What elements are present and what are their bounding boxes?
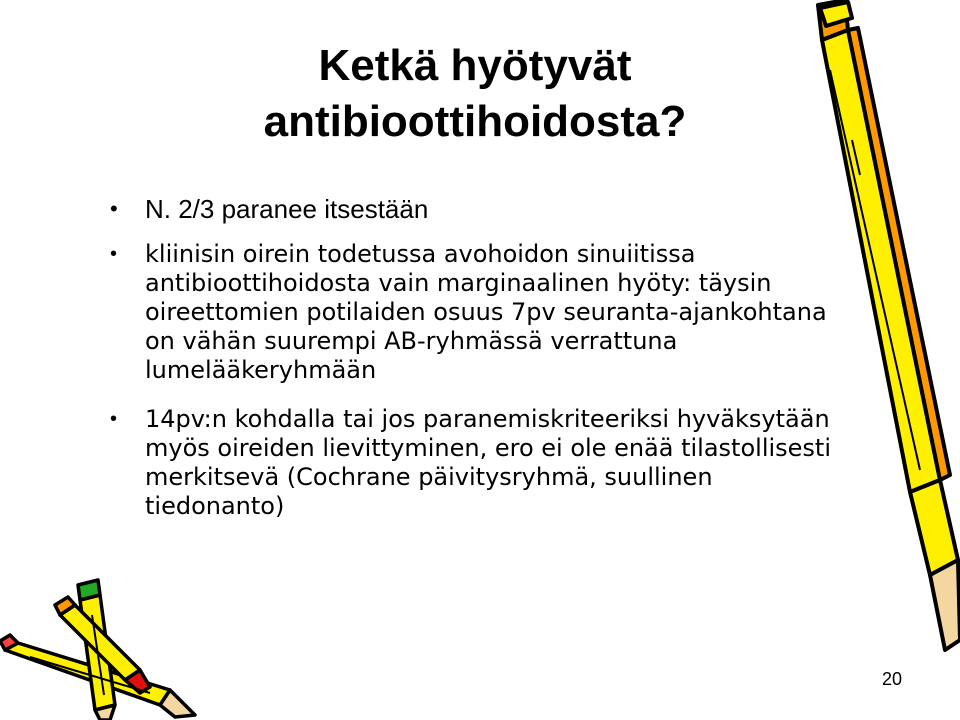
slide-title	[205, 38, 745, 150]
bullet-dot: •	[110, 196, 118, 221]
pencil-body-lower	[910, 480, 958, 575]
title-line-1: Ketkä hyötyvät	[318, 41, 632, 90]
page-number: 20	[881, 669, 902, 689]
pencil-wood	[930, 560, 960, 650]
bullet-dot: •	[110, 408, 118, 430]
pencil-a-wood	[160, 690, 195, 717]
bullet-list	[110, 192, 840, 521]
bullet-text-1: N. 2/3 paranee itsestään	[145, 194, 429, 224]
title-line-2: antibioottihoidosta?	[263, 97, 687, 146]
bullet-dot: •	[110, 243, 118, 265]
pencil-b-cap	[78, 580, 100, 600]
bullet-item-2	[110, 240, 840, 385]
bullet-item-1	[110, 192, 840, 226]
bullet-text-2: kliinisin oirein todetussa avohoidon sinuiitissa antibioottihoidosta vain marginaalinen hyöty: täysin oireettomien potilaiden osuus 7pv seuranta-ajankohtana on vähän suurempi AB-ryhmässä verrattuna lumelääkeryhmään	[145, 240, 827, 384]
bullet-text-3: 14pv:n kohdalla tai jos paranemiskriteeriksi hyväksytään myös oireiden lievittyminen, ero ei ole enää tilastollisesti merkitsevä (Cochrane päivitysryhmä, suullinen tiedonanto)	[145, 405, 832, 520]
bullet-item-3	[110, 405, 840, 521]
crossed-pencils-icon	[0, 575, 200, 720]
pencil-body	[822, 30, 940, 492]
pencil-icon	[790, 0, 960, 720]
